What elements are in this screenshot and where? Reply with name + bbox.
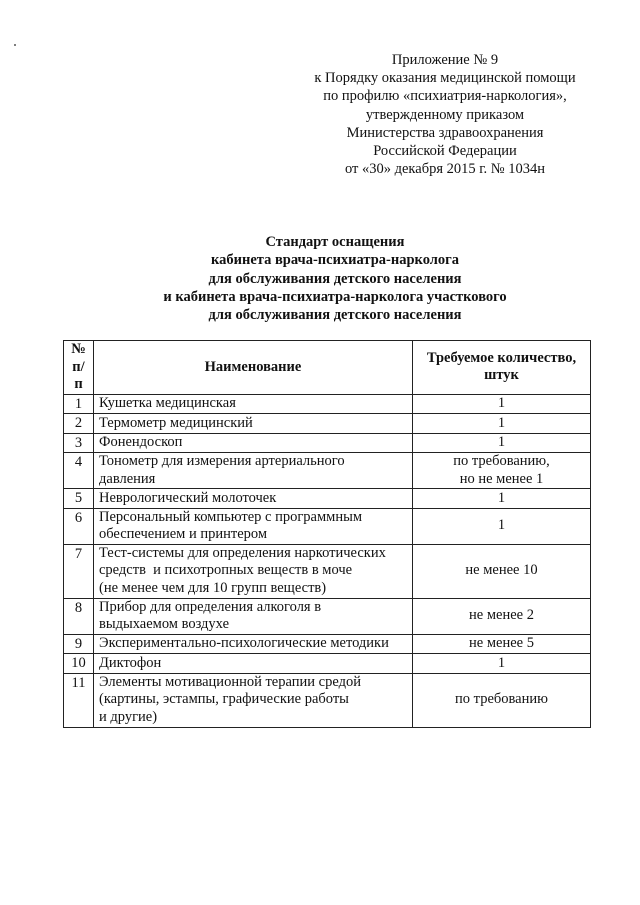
title-line: Стандарт оснащения [265,234,405,250]
row-name-line: Диктофон [99,654,162,671]
row-name-line: Элементы мотивационной терапии средой [99,673,361,690]
row-number: 1 [64,394,94,414]
title-line: для обслуживания детского населения [208,270,462,287]
equipment-table [63,340,591,728]
table-row [64,598,591,634]
row-quantity-line: не менее 10 [465,562,538,579]
appendix-line: Приложение № 9 [391,52,499,68]
row-name [94,414,413,434]
table-row [64,544,591,598]
row-quantity [413,654,591,674]
row-number: 9 [64,634,94,654]
table-row [64,489,591,509]
row-quantity [413,598,591,634]
row-name [94,673,413,727]
row-name [94,544,413,598]
row-name [94,433,413,453]
row-name [94,508,413,544]
row-name [94,654,413,674]
document-title [100,233,570,324]
header-number [64,341,94,395]
row-quantity [413,489,591,509]
row-quantity-line: не менее 5 [469,635,534,651]
appendix-line: к Порядку оказания медицинской помощи [314,70,576,87]
row-quantity-line: не менее 2 [469,607,534,624]
appendix-line: Российской Федерации [373,143,517,160]
table-row [64,433,591,453]
table-row [64,508,591,544]
header-quantity-line: штук [484,367,519,384]
row-quantity [413,544,591,598]
table-row [64,414,591,434]
row-name-line: Персональный компьютер с программным [99,508,363,525]
row-quantity-line: 1 [497,654,506,671]
row-name-line: Кушетка медицинская [99,395,236,411]
title-line: и кабинета врача-психиатра-нарколога участкового [163,288,507,305]
row-name-line: средств и психотропных веществ в моче [99,562,353,579]
row-quantity-line: по требованию, [453,453,550,469]
row-quantity-line: 1 [497,489,506,506]
table-row [64,394,591,414]
table-body [64,394,591,727]
row-name-line: давления [99,470,156,487]
row-number: 10 [64,654,94,674]
header-quantity [413,341,591,395]
header-number-line: п/п [72,358,85,392]
scan-speck [14,44,16,46]
title-line: для обслуживания детского населения [208,307,462,324]
row-number: 7 [64,544,94,598]
table-row [64,453,591,489]
row-quantity-line: 1 [497,517,506,534]
table-header-row [64,341,591,395]
table-row [64,634,591,654]
row-name-line: Экспериментально-психологические методики [99,635,389,651]
row-name-line: (картины, эстампы, графические работы [99,691,349,708]
row-name-line: (не менее чем для 10 групп веществ) [99,579,327,596]
header-number-line: № [71,341,86,357]
row-name-line: Термометр медицинский [99,414,253,431]
row-quantity-line: 1 [497,434,506,450]
row-name [94,453,413,489]
row-quantity [413,508,591,544]
row-name-line: выдыхаемом воздухе [99,616,230,632]
appendix-line: утвержденному приказом [365,106,525,123]
header-name: Наименование [94,341,413,395]
header-quantity-line: Требуемое количество, [426,349,577,366]
row-quantity-line: 1 [497,395,506,411]
appendix-line: по профилю «психиатрия-наркология», [323,88,567,105]
appendix-header [300,51,590,178]
row-name [94,598,413,634]
row-number: 2 [64,414,94,434]
appendix-line: от «30» декабря 2015 г. № 1034н [344,161,546,178]
row-quantity-line: по требованию [455,691,548,708]
row-number: 3 [64,433,94,453]
row-quantity [413,634,591,654]
row-number: 11 [64,673,94,727]
row-number: 6 [64,508,94,544]
row-name-line: и другие) [99,708,158,725]
row-number: 5 [64,489,94,509]
row-quantity [413,673,591,727]
row-number: 4 [64,453,94,489]
row-name-line: обеспечением и принтером [99,526,268,542]
row-name-line: Тест-системы для определения наркотических [99,544,386,561]
title-line: кабинета врача-психиатра-нарколога [211,252,459,269]
table-row [64,654,591,674]
row-quantity [413,414,591,434]
row-name [94,634,413,654]
row-name-line: Тонометр для измерения артериального [99,453,345,469]
row-name [94,489,413,509]
table-row [64,673,591,727]
row-name-line: Прибор для определения алкоголя в [99,598,322,615]
row-number: 8 [64,598,94,634]
appendix-line: Министерства здравоохранения [346,124,544,141]
row-quantity [413,394,591,414]
row-quantity [413,433,591,453]
row-name-line: Фонендоскоп [99,434,183,450]
row-name [94,394,413,414]
row-quantity-line: но не менее 1 [459,470,544,487]
row-quantity [413,453,591,489]
row-name-line: Неврологический молоточек [99,489,277,506]
row-quantity-line: 1 [497,414,506,431]
